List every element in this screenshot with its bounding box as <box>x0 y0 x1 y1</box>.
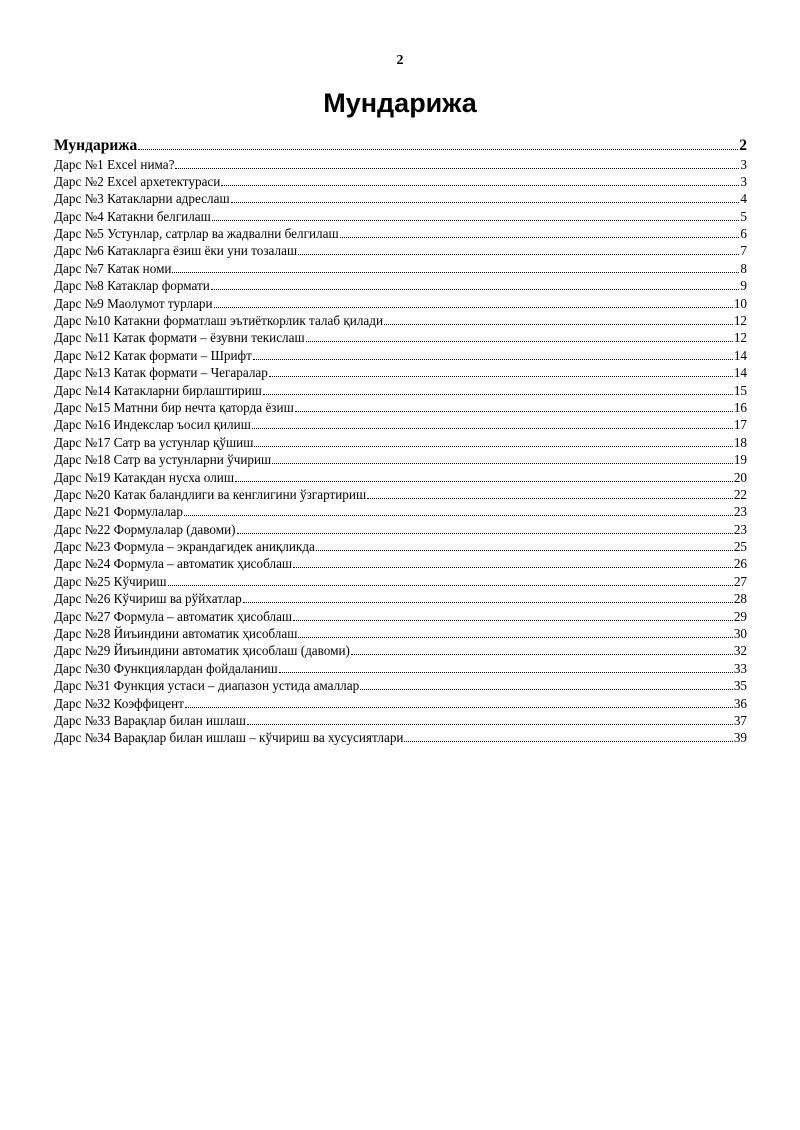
dot-leader <box>212 219 740 221</box>
toc-entry-title: Дарс №8 Катаклар формати <box>54 278 210 294</box>
toc-entry-title: Дарс №27 Формула – автоматик ҳисоблаш <box>54 608 293 624</box>
toc-entry[interactable] <box>54 729 747 746</box>
toc-entry[interactable] <box>54 347 747 364</box>
toc-entry[interactable] <box>54 608 747 625</box>
dot-leader <box>263 393 733 395</box>
dot-leader <box>214 306 733 308</box>
toc-entry[interactable] <box>54 695 747 712</box>
toc-entry[interactable] <box>54 208 747 225</box>
toc-entry[interactable] <box>54 451 747 468</box>
toc-heading-page: 2 <box>739 137 747 154</box>
dot-leader <box>340 236 740 238</box>
toc-entry-title: Дарс №33 Варақлар билан ишлаш <box>54 713 246 728</box>
toc-entry-page: 29 <box>733 608 747 624</box>
toc-entry-title: Дарс №32 Коэффицент <box>54 695 184 711</box>
toc-entry-page: 25 <box>733 539 747 555</box>
toc-entry-page: 3 <box>740 173 747 189</box>
toc-entry-title: Дарс №9 Маолумот турлари <box>54 295 213 311</box>
toc-entry[interactable] <box>54 312 747 329</box>
toc-entry-title: Дарс №34 Варақлар билан ишлаш – кўчириш ва хусусиятлари <box>54 730 404 746</box>
toc-entry-page: 16 <box>733 399 747 415</box>
toc-entry-title: Дарс №26 Кўчириш ва рўйхатлар <box>54 591 242 607</box>
toc-entry-page: 9 <box>740 278 747 294</box>
toc-entry-title: Дарс №11 Катак формати – ёзувни текислаш <box>54 330 305 346</box>
toc-entry[interactable] <box>54 642 747 659</box>
dot-leader <box>269 375 733 377</box>
document-title: Мундарижа <box>323 88 477 118</box>
toc-entry-page: 7 <box>740 243 747 259</box>
toc-entry-title: Дарс №23 Формула – экрандагидек аниқликда <box>54 539 315 555</box>
toc-entry-page: 27 <box>733 573 747 589</box>
dot-leader <box>295 410 733 412</box>
toc-entry-title: Дарс №14 Катакларни бирлаштириш <box>54 382 262 398</box>
dot-leader <box>184 514 733 516</box>
dot-leader <box>185 706 733 708</box>
toc-entry-title: Дарс №25 Кўчириш <box>54 573 167 589</box>
toc-entry[interactable] <box>54 156 747 173</box>
toc-entry[interactable] <box>54 277 747 294</box>
toc-entry-title: Дарс №5 Устунлар, сатрлар ва жадвални белгилаш <box>54 226 339 242</box>
toc-entry-title: Дарс №4 Катакни белгилаш <box>54 208 211 224</box>
toc-entry-title: Дарс №22 Формулалар (давоми) <box>54 521 236 537</box>
toc-entry[interactable] <box>54 625 747 642</box>
dot-leader <box>293 566 733 568</box>
toc-entry[interactable] <box>54 590 747 607</box>
toc-entry[interactable] <box>54 434 747 451</box>
toc-entry-page: 6 <box>740 226 747 242</box>
toc-entry[interactable] <box>54 225 747 242</box>
toc-entry[interactable] <box>54 538 747 555</box>
dot-leader <box>175 167 739 169</box>
toc-entry-page: 17 <box>733 417 747 433</box>
toc-entry-page: 3 <box>740 156 747 172</box>
toc-entry-title: Дарс №10 Катакни форматлаш эътиёткорлик талаб қилади <box>54 313 384 329</box>
dot-leader <box>243 601 733 603</box>
toc-entry-page: 23 <box>733 521 747 537</box>
toc-entry-page: 8 <box>740 260 747 276</box>
dot-leader <box>254 445 732 447</box>
toc-entry-page: 22 <box>733 486 747 502</box>
toc-entry[interactable] <box>54 712 747 729</box>
toc-entry[interactable] <box>54 486 747 503</box>
toc-entry[interactable] <box>54 573 747 590</box>
toc-entry-page: 19 <box>733 452 747 468</box>
toc-entry[interactable] <box>54 190 747 207</box>
dot-leader <box>211 288 740 290</box>
dot-leader <box>298 253 739 255</box>
toc-entry[interactable] <box>54 503 747 520</box>
dot-leader <box>316 549 733 551</box>
dot-leader <box>279 671 733 673</box>
toc-entry-title: Дарс №12 Катак формати – Шрифт <box>54 347 252 363</box>
toc-entry-title: Дарс №30 Функциялардан фойдаланиш <box>54 660 278 676</box>
toc-entry-page: 15 <box>733 382 747 398</box>
toc-entry[interactable] <box>54 399 747 416</box>
toc-entry-title: Дарс №19 Катакдан нусха олиш <box>54 469 235 485</box>
toc-entry-title: Дарс №29 Йиъиндини автоматик ҳисоблаш (давоми) <box>54 643 350 659</box>
toc-entry-title: Дарс №28 Йиъиндини автоматик ҳисоблаш <box>54 626 298 642</box>
toc-entry-title: Дарс №17 Сатр ва устунлар қўшиш <box>54 434 254 450</box>
toc-entry[interactable] <box>54 242 747 259</box>
toc-entry-page: 26 <box>733 556 747 572</box>
toc-entry-page: 35 <box>733 678 747 694</box>
toc-entry-title: Дарс №3 Катакларни адреслаш <box>54 191 230 207</box>
dot-leader <box>404 740 732 742</box>
table-of-contents <box>54 137 747 747</box>
toc-entry[interactable] <box>54 677 747 694</box>
dot-leader <box>384 323 733 325</box>
toc-entry-title: Дарс №2 Excel архетектураси <box>54 173 221 189</box>
toc-entry-title: Дарс №13 Катак формати – Чегаралар <box>54 365 268 381</box>
toc-entry-page: 36 <box>733 695 747 711</box>
toc-entry-page: 30 <box>733 626 747 642</box>
dot-leader <box>351 653 733 655</box>
toc-entry[interactable] <box>54 469 747 486</box>
toc-entry-page: 32 <box>733 643 747 659</box>
dot-leader <box>360 688 733 690</box>
toc-entry[interactable] <box>54 660 747 677</box>
toc-entry-page: 39 <box>733 730 747 746</box>
toc-entry[interactable] <box>54 416 747 433</box>
dot-leader <box>231 201 740 203</box>
page-number: 2 <box>396 53 404 68</box>
dot-leader <box>252 427 733 429</box>
toc-entry-title: Дарс №31 Функция устаси – диапазон устида амаллар <box>54 678 360 694</box>
toc-entry-page: 14 <box>733 365 747 381</box>
toc-entry-page: 12 <box>733 313 747 329</box>
dot-leader <box>172 271 739 273</box>
toc-entry-page: 23 <box>733 504 747 520</box>
dot-leader <box>247 723 733 725</box>
dot-leader <box>168 584 733 586</box>
toc-entry-page: 4 <box>740 191 747 207</box>
dot-leader <box>298 636 732 638</box>
toc-entry-page: 12 <box>733 330 747 346</box>
dot-leader <box>235 480 733 482</box>
toc-entry-page: 5 <box>740 208 747 224</box>
toc-entry[interactable] <box>54 364 747 381</box>
toc-entry-title: Дарс №1 Excel нима? <box>54 156 175 172</box>
toc-entry-page: 10 <box>733 295 747 311</box>
toc-entry-page: 18 <box>733 434 747 450</box>
dot-leader <box>221 184 739 186</box>
toc-entry-page: 33 <box>733 660 747 676</box>
toc-entry-title: Дарс №24 Формула – автоматик ҳисоблаш <box>54 556 293 572</box>
toc-entry-title: Дарс №21 Формулалар <box>54 504 184 520</box>
dot-leader <box>367 497 733 499</box>
toc-entry-title: Дарс №15 Матнни бир нечта қаторда ёзиш <box>54 399 294 415</box>
toc-entry[interactable] <box>54 329 747 346</box>
toc-entry[interactable] <box>54 173 747 190</box>
dot-leader <box>138 148 738 150</box>
toc-entry-title: Дарс №18 Сатр ва устунларни ўчириш <box>54 452 272 468</box>
toc-entry-page: 14 <box>733 347 747 363</box>
toc-entry[interactable] <box>54 521 747 538</box>
toc-entry[interactable] <box>54 260 747 277</box>
toc-heading[interactable] <box>54 137 747 156</box>
toc-entry[interactable] <box>54 295 747 312</box>
dot-leader <box>293 619 733 621</box>
dot-leader <box>272 462 733 464</box>
dot-leader <box>237 532 733 534</box>
dot-leader <box>306 340 733 342</box>
toc-entry[interactable] <box>54 555 747 572</box>
toc-entry-page: 20 <box>733 469 747 485</box>
toc-entry-title: Дарс №7 Катак номи <box>54 260 172 276</box>
toc-entry-title: Дарс №6 Катакларга ёзиш ёки уни тозалаш <box>54 243 298 259</box>
toc-entry-page: 37 <box>733 713 747 728</box>
toc-entry[interactable] <box>54 382 747 399</box>
toc-entry-page: 28 <box>733 591 747 607</box>
toc-entry-title: Дарс №16 Индекслар ъосил қилиш <box>54 417 251 433</box>
toc-entry-title: Дарс №20 Катак баландлиги ва кенглигини ўзгартириш <box>54 486 367 502</box>
dot-leader <box>253 358 733 360</box>
toc-heading-title: Мундарижа <box>54 137 138 154</box>
